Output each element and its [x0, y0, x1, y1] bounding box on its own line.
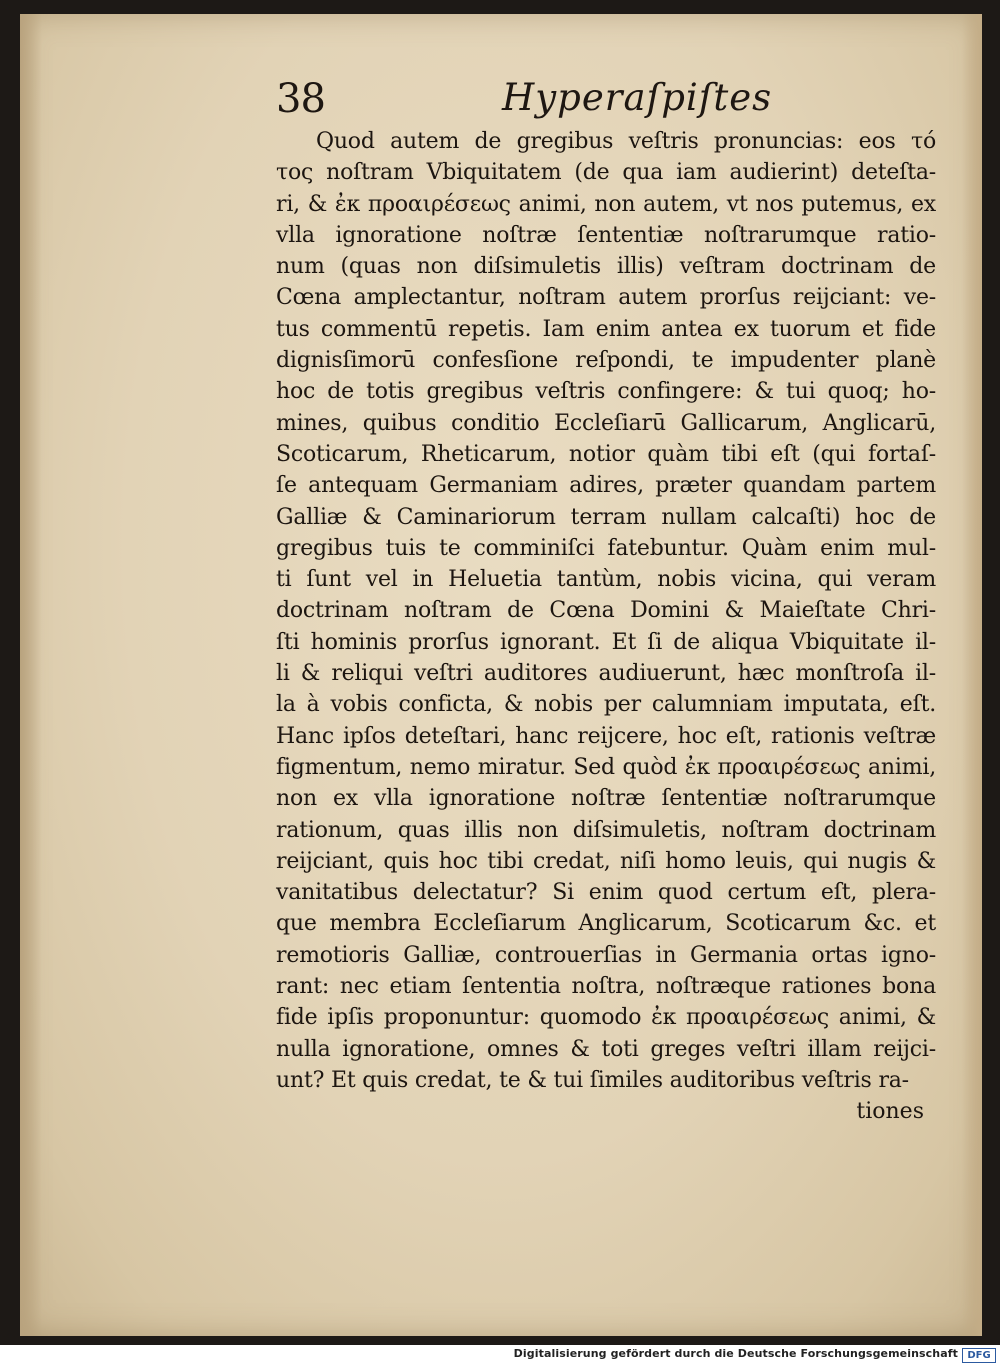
running-head: Hyperaſpiſtes — [502, 76, 773, 119]
page-number: 38 — [276, 76, 325, 122]
text-line: doctrinam noſtram de Cœna Domini & Maieſtate Chri- — [276, 598, 936, 624]
text-line: rant: nec etiam ſententia noſtra, noſtræque rationes bona — [276, 974, 936, 1000]
text-line: τος noſtram Vbiquitatem (de qua iam audierint) deteſta- — [276, 160, 936, 186]
text-line: num (quas non diſsimuletis illis) veſtram doctrinam de — [276, 254, 936, 280]
text-line: reijciant, quis hoc tibi credat, niſi homo leuis, qui nugis & — [276, 848, 936, 874]
text-line: unt? Et quis credat, te & tui ſimiles auditoribus veſtris ra- — [276, 1067, 909, 1093]
text-line: non ex vlla ignoratione noſtræ ſententiæ noſtrarumque — [276, 786, 936, 812]
dfg-logo: DFG — [962, 1348, 996, 1363]
text-line: tus commentū repetis. Iam enim antea ex tuorum et fide — [276, 316, 936, 342]
page-gutter-shadow — [20, 14, 42, 1336]
text-line: remotioris Galliæ, controuerſias in Germania ortas igno- — [276, 942, 936, 968]
text-line: la à vobis conficta, & nobis per calumniam imputata, eſt. — [276, 692, 936, 718]
text-line: ſe antequam Germaniam adires, præter quandam partem — [276, 473, 936, 499]
text-line: Galliæ & Caminariorum terram nullam calcaſti) hoc de — [276, 504, 936, 530]
text-line: Quod autem de gregibus veſtris pronuncias: eos τό — [316, 129, 936, 154]
text-line: rationum, quas illis non diſsimuletis, noſtram doctrinam — [276, 817, 936, 843]
text-line: gregibus tuis te comminiſci fatebuntur. Quàm enim mul- — [276, 535, 936, 561]
catchword: tiones — [856, 1099, 924, 1125]
text-line: mines, quibus conditio Eccleſiarū Gallicarum, Anglicarū, — [276, 410, 936, 436]
text-line: hoc de totis gregibus veſtris confingere: & tui quoq; ho- — [276, 379, 936, 405]
text-line: fide ipſis proponuntur: quomodo ἐκ προαιρέσεως animi, & — [276, 1005, 936, 1031]
text-line: vlla ignoratione noſtræ ſententiæ noſtrarumque ratio- — [276, 222, 936, 248]
funding-credit: Digitalisierung gefördert durch die Deutsche Forschungsgemeinschaft — [513, 1347, 958, 1360]
text-line: Scoticarum, Rheticarum, notior quàm tibi eſt (qui fortaſ- — [276, 441, 936, 467]
text-line: ſti hominis prorſus ignorant. Et ſi de aliqua Vbiquitate il- — [276, 629, 936, 655]
footer-bar — [0, 1345, 1000, 1366]
text-line: li & reliqui veſtri auditores audiuerunt, hæc monſtroſa il- — [276, 661, 936, 687]
text-line: ti ſunt vel in Heluetia tantùm, nobis vicina, qui veram — [276, 567, 936, 593]
text-line: figmentum, nemo miratur. Sed quòd ἐκ προαιρέσεως animi, — [276, 754, 936, 780]
text-line: Hanc ipſos deteſtari, hanc reijcere, hoc eſt, rationis veſtræ — [276, 723, 936, 749]
text-line: vanitatibus delectatur? Si enim quod certum eſt, plera- — [276, 880, 936, 906]
text-line: nulla ignoratione, omnes & toti greges veſtri illam reijci- — [276, 1036, 936, 1062]
text-line: ri, & ἐκ προαιρέσεως animi, non autem, vt nos putemus, ex — [276, 191, 936, 217]
text-line: dignisſimorū confesſione reſpondi, te impudenter planè — [276, 348, 936, 374]
text-line: que membra Eccleſiarum Anglicarum, Scoticarum &c. et — [276, 911, 936, 937]
text-line: Cœna amplectantur, noſtram autem prorſus reijciant: ve- — [276, 285, 936, 311]
body-text — [276, 126, 936, 1128]
page-edge-shadow — [962, 14, 982, 1336]
